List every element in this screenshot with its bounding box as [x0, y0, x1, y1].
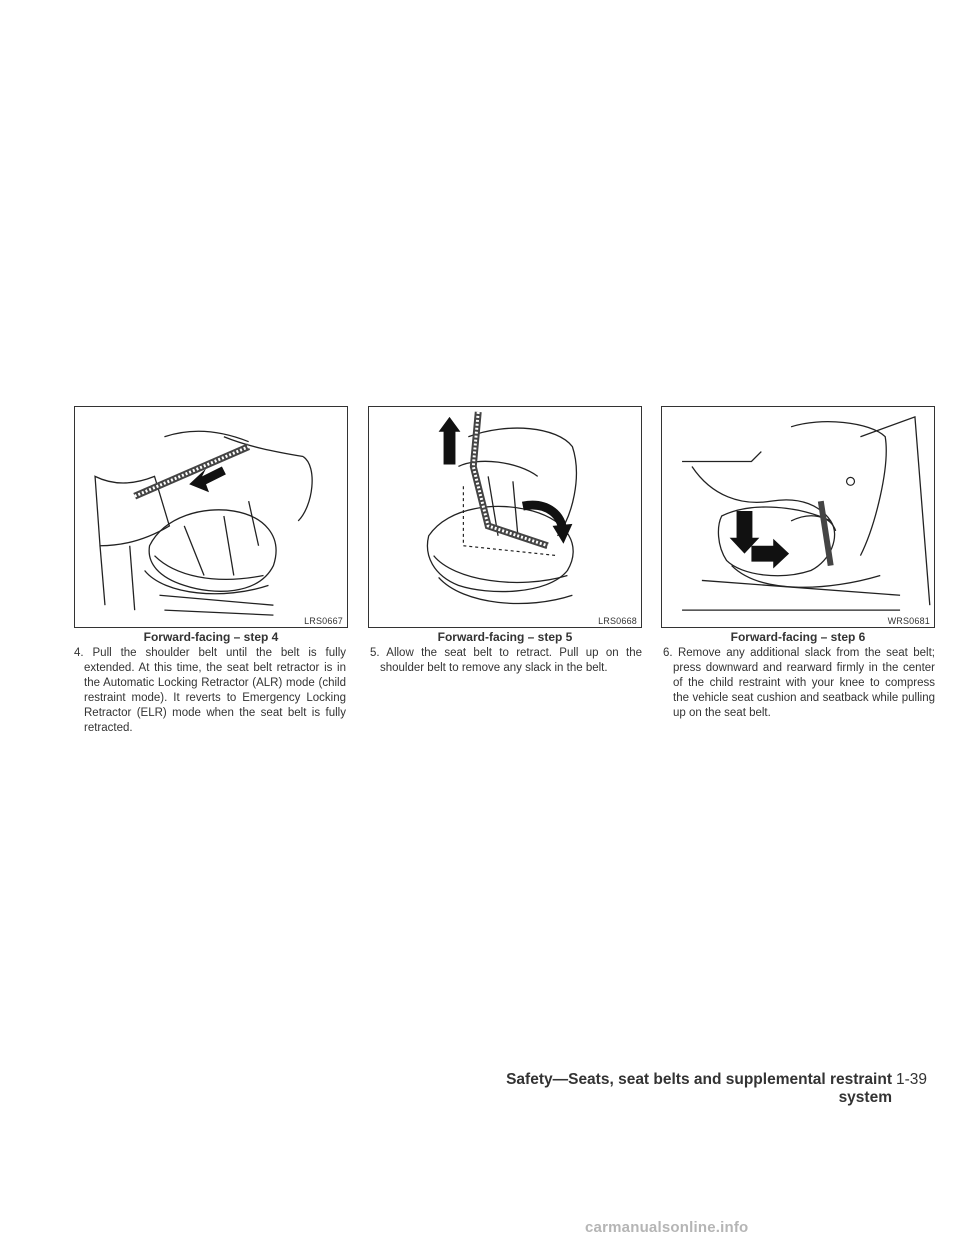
figure-code: WRS0681 [887, 616, 930, 626]
step-6-text: 6. Remove any additional slack from the seat belt; press downward and rearward firmly in the center of the child restraint with your knee to compress the vehicle seat cushion and seatback while pulling up on the seat belt. [663, 647, 935, 719]
section-title: Safety—Seats, seat belts and supplemental restraint system [506, 1071, 892, 1106]
figure-caption: Forward-facing – step 4 [143, 630, 279, 644]
step-4-text: 4. Pull the shoulder belt until the belt is fully extended. At this time, the seat belt retractor is in the Automatic Locking Retractor (ALR) mode (child restraint mode). It reverts to Emergency Locking Retractor (ELR) mode when the seat belt is fully retracted. [74, 647, 346, 734]
illustration-seat-belt-pull [75, 407, 347, 627]
page-number: 1-39 [896, 1071, 928, 1088]
figure-step-4 [74, 406, 348, 628]
figure-step-5 [368, 406, 642, 628]
figure-code: LRS0667 [304, 616, 343, 626]
illustration-seat-belt-retract [369, 407, 641, 627]
figure-step-6 [661, 406, 935, 628]
figure-caption: Forward-facing – step 5 [437, 630, 573, 644]
figure-caption: Forward-facing – step 6 [730, 630, 866, 644]
illustration-knee-press [662, 407, 934, 627]
step-5-text: 5. Allow the seat belt to retract. Pull up on the shoulder belt to remove any slack in the belt. [370, 647, 642, 674]
figure-code: LRS0668 [598, 616, 637, 626]
watermark-link[interactable]: carmanualsonline.info [585, 1219, 749, 1236]
